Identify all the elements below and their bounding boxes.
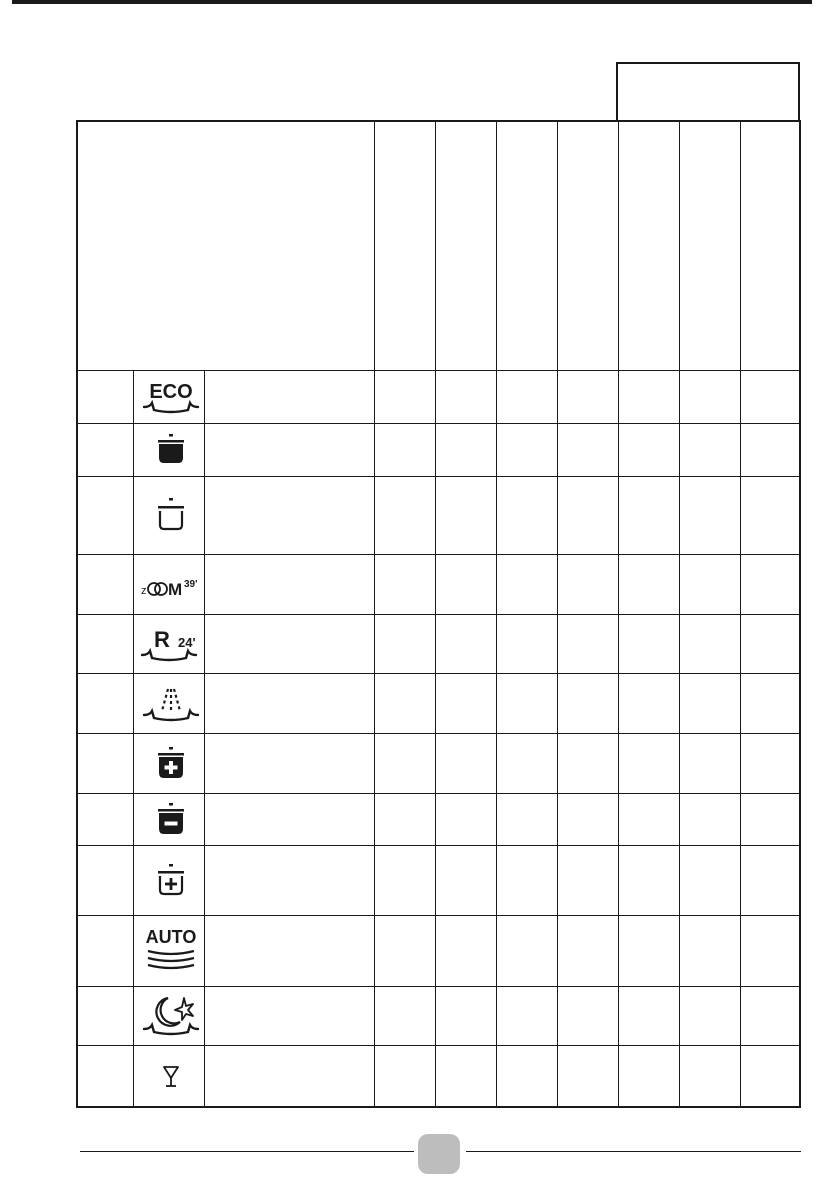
night-program-icon — [140, 992, 202, 1040]
svg-text:z: z — [140, 584, 146, 597]
rapid-24-icon — [138, 623, 204, 665]
program-row-normal — [135, 477, 206, 554]
eco-label: ECO — [148, 381, 193, 403]
program-row-pot-plus-outline — [135, 846, 206, 915]
svg-text:24': 24' — [177, 635, 196, 650]
auto-label: AUTO — [145, 927, 196, 947]
top-border-mask — [12, 4, 812, 24]
program-row-rapid — [135, 615, 206, 673]
eco-program-icon — [140, 377, 202, 417]
page-number-badge — [418, 1134, 460, 1174]
svg-text:M: M — [167, 579, 182, 599]
pot-minus-filled-icon — [151, 800, 191, 840]
program-row-pot-minus — [135, 794, 206, 845]
svg-text:39': 39' — [183, 578, 198, 590]
program-row-glass — [135, 1046, 206, 1106]
prewash-spray-icon — [140, 683, 202, 725]
intensive-pot-icon — [151, 430, 191, 470]
auto-program-icon — [140, 925, 202, 977]
program-row-pot-plus — [135, 734, 206, 793]
svg-text:R: R — [153, 627, 170, 652]
normal-pot-icon — [151, 494, 191, 538]
zoom-39-icon — [138, 565, 204, 605]
pot-plus-outline-icon — [151, 860, 191, 902]
program-row-auto — [135, 916, 206, 986]
program-row-intensive — [135, 424, 206, 476]
program-row-zoom — [135, 555, 206, 614]
program-table — [76, 120, 801, 1108]
footer-rule-left — [80, 1151, 414, 1152]
program-row-prewash — [135, 674, 206, 733]
column-group-header-box — [616, 62, 800, 120]
row-number-divider — [133, 370, 134, 1106]
glass-program-icon — [151, 1056, 191, 1096]
program-row-eco — [135, 371, 206, 423]
pot-plus-filled-icon — [151, 744, 191, 784]
footer-rule-right — [466, 1151, 801, 1152]
program-row-night — [135, 987, 206, 1045]
